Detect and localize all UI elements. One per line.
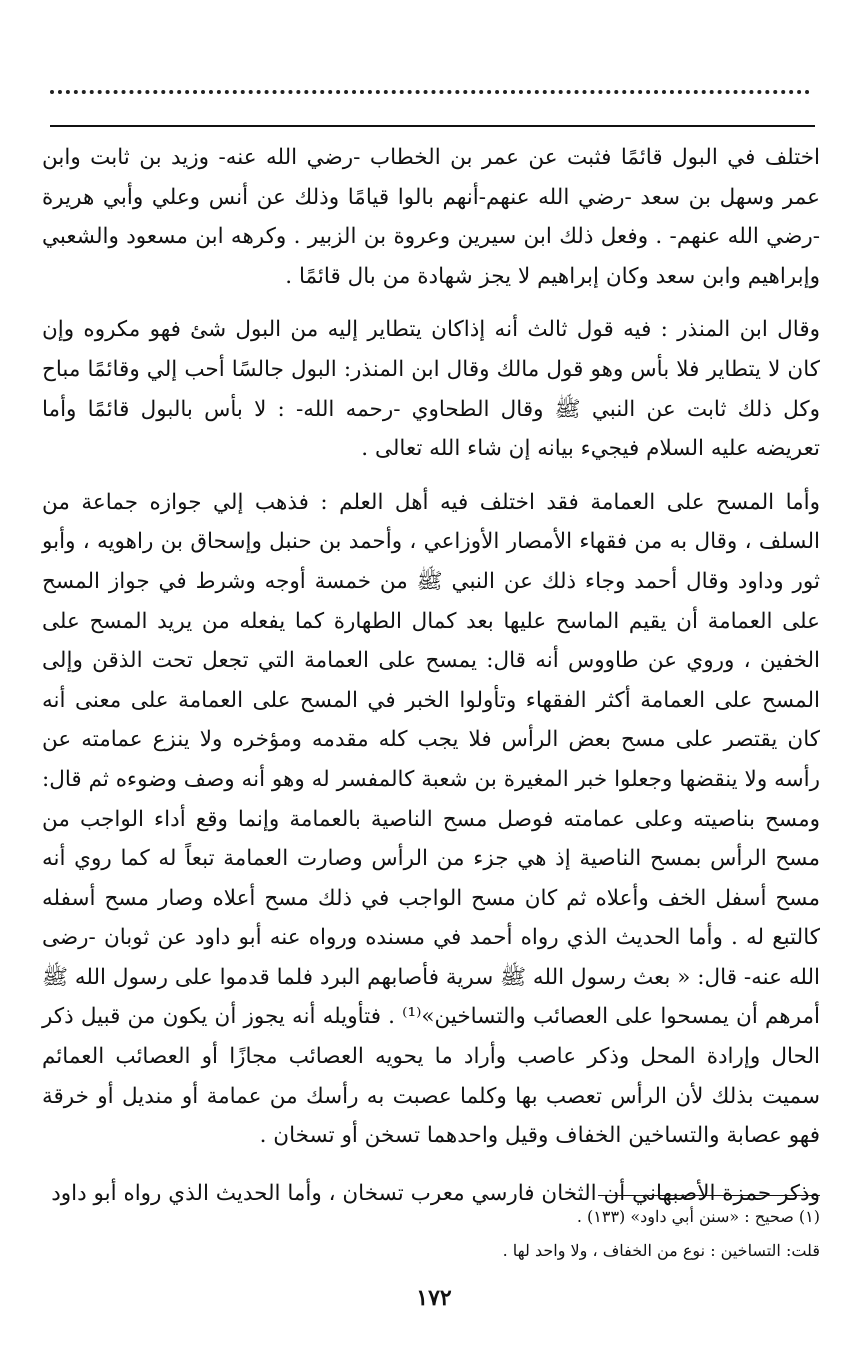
footnotes — [300, 1200, 820, 1268]
paragraph-ibn-almundhir: وقال ابن المنذر : فيه قول ثالث أنه إذاكان يتطاير إليه من البول شئ فهو مكروه وإن كان لا يتطاير فلا بأس وهو قول مالك وقال ابن المنذر: البول جالسًا أحب إلي وقائمًا مباح وكل ذلك ثابت عن النبي ﷺ وقال الطحاوي -رحمه الله- : لا بأس بالبول قائمًا وأما تعريضه عليه السلام فيجيء بيانه إن شاء الله تعالى . — [42, 317, 820, 462]
header-rule — [50, 125, 815, 127]
footnote-rule — [598, 1195, 820, 1196]
paragraph-urinating-standing: اختلف في البول قائمًا فثبت عن عمر بن الخطاب -رضي الله عنه- وزيد بن ثابت وابن عمر وسهل بن سعد -رضي الله عنهم-أنهم بالوا قيامًا وذلك عن أنس وعلي وأبي هريرة -رضي الله عنهم- . وفعل ذلك ابن سيرين وعروة بن الزبير . وكرهه ابن مسعود والشعبي وإبراهيم وابن سعد وكان إبراهيم لا يجز شهادة من بال قائمًا . — [42, 145, 820, 289]
footnote-1: (١) صحيح : «سنن أبي داود» (١٣٣) . — [576, 1207, 820, 1226]
page-number: ١٧٢ — [416, 1285, 452, 1311]
main-text — [42, 138, 820, 1213]
paragraph-hamza-isfahani: وذكر حمزة الأصبهاني أن الثخان فارسي معرب تسخان ، وأما الحديث الذي رواه أبو داود — [51, 1180, 820, 1206]
paragraph-wiping-turban: وأما المسح على العمامة فقد اختلف فيه أهل العلم : فذهب إلي جوازه جماعة من السلف ، وقال به من فقهاء الأمصار الأوزاعي ، وأحمد بن حنبل وإسحاق بن راهويه ، وأبو ثور وداود وقال أحمد وجاء ذلك عن النبي ﷺ من خمسة أوجه وشرط في جواز المسح على العمامة أن يقيم الماسح عليها بعد كمال الطهارة كما يفعله من يريد المسح على الخفين ، وروي عن طاووس أنه قال: يمسح على العمامة التي تجعل تحت الذقن وإلى المسح على العمامة أكثر الفقهاء وتأولوا الخبر في المسح على العمامة على معنى أنه كان يقتصر على مسح بعض الرأس فلا يجب كله مقدمه ومؤخره ولا ينزع عمامته عن رأسه ولا ينقضها وجعلوا خبر المغيرة بن شعبة كالمفسر له وهو أنه وصف وضوءه ثم قال: ومسح بناصيته وعلى عمامته فوصل مسح الناصية بالعمامة وإنما وقع أداء الواجب من مسح الرأس بمسح الناصية إذ هي جزء من الرأس وصارت العمامة تبعاً له كما روي أنه مسح أسفل الخف وأعلاه ثم كان مسح الواجب في ذلك مسح أعلاه وصار مسح أسفله كالتبع له . وأما الحديث الذي رواه أحمد في مسنده ورواه عنه أبو داود عن ثوبان -رضى الله عنه- قال: « بعث رسول الله ﷺ سرية فأصابهم البرد فلما قدموا على رسول الله ﷺ أمرهم أن يمسحوا على العصائب والتساخين»⁽¹⁾ . فتأويله أنه يجوز أن يكون من قبيل ذكر الحال وإرادة المحل وذكر عاصب وأراد ما يحويه العصائب مجازًا أو العصائب العمائم سميت بذلك لأن الرأس تعصب بها وكلما عصبت به رأسك من عمامة أو منديل أو خرقة فهو عصابة والتساخين الخفاف وقيل واحدهما تسخن أو تسخان . — [42, 489, 820, 1149]
header-dotted-line — [50, 78, 810, 94]
footnote-note: قلت: التساخين : نوع من الخفاف ، ولا واحد لها . — [502, 1241, 820, 1260]
